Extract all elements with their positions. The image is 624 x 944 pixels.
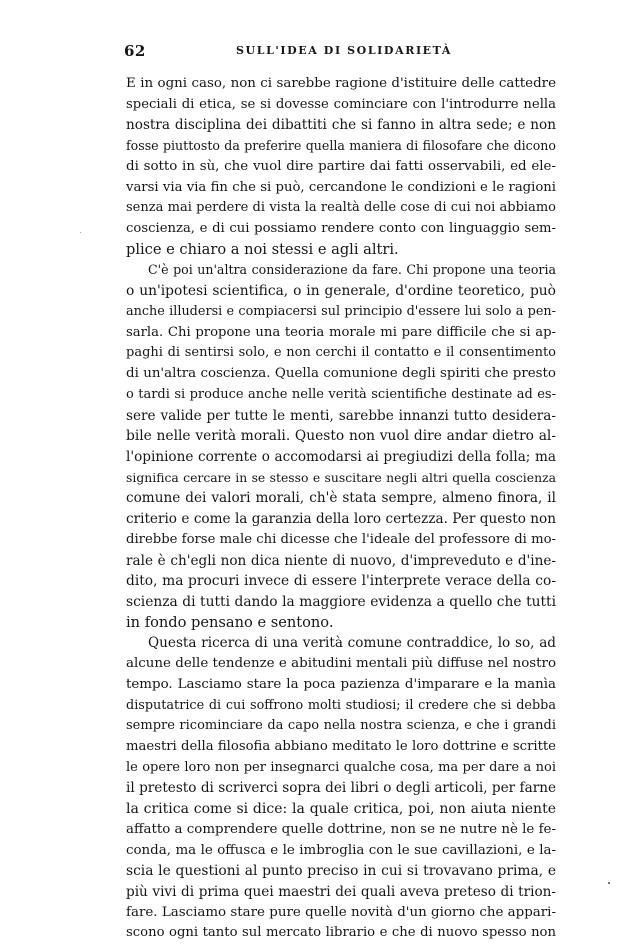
text-line: comune dei valori morali, ch'è stata sempre, almeno finora, il: [126, 490, 556, 507]
text-line: scono ogni tanto sul mercato librario e che di nuovo spesso non: [126, 925, 556, 941]
text-line: affatto a comprendere quelle dottrine, non se ne nutre nè le fe-: [126, 821, 556, 837]
text-line: bile nelle verità morali. Questo non vuol dire andar dietro al-: [126, 428, 556, 445]
text-line: dito, ma procuri invece di essere l'interprete verace della co-: [126, 573, 556, 590]
page-number: 62: [124, 42, 146, 60]
text-line: la critica come si dice: la quale critica, poi, non aiuta niente: [126, 801, 556, 818]
text-line: E in ogni caso, non ci sarebbe ragione d'istituire delle cattedre: [126, 76, 556, 91]
text-line: conda, ma le offusca e le imbroglia con le sue cavillazioni, e la-: [126, 842, 556, 858]
text-line: scienza di tutti dando la maggiore evidenza a quello che tutti: [126, 593, 556, 610]
page-header: [124, 42, 554, 62]
text-line: direbbe forse male chi dicesse che l'ideale del professore di mo-: [126, 531, 556, 547]
text-line: di un'altra coscienza. Quella comunione degli spiriti che presto: [126, 366, 556, 382]
text-line: o un'ipotesi scientifica, o in generale, d'ordine teoretico, può: [126, 283, 556, 300]
text-line: paghi di sentirsi solo, e non cerchi il contatto e il consentimento: [126, 345, 556, 361]
text-line: sere valide per tutte le menti, sarebbe innanzi tutto desidera-: [126, 407, 556, 424]
text-line: di sotto in sù, che vuol dire partire dai fatti osservabili, ed ele-: [126, 158, 556, 174]
running-title: SULL'IDEA DI SOLIDARIETÀ: [236, 44, 452, 57]
text-line: le opere loro non per insegnarci qualche cosa, ma per dare a noi: [126, 759, 556, 775]
text-line: sarla. Chi propone una teoria morale mi pare difficile che si ap-: [126, 324, 556, 340]
text-line: o tardi si produce anche nelle verità scientifiche destinate ad es-: [126, 386, 556, 402]
text-line: anche illudersi e compiacersi sul principio d'essere lui solo a pen-: [126, 303, 556, 319]
text-line: sempre ricominciare da capo nella nostra scienza, e che i grandi: [126, 718, 556, 734]
text-line: varsi via via fin che si può, cercandone le condizioni e le ragioni: [126, 179, 556, 195]
paragraph-first-line: C'è poi un'altra considerazione da fare. Chi propone una teoria: [148, 262, 556, 278]
text-line: senza mai perdere di vista la realtà delle cose di cui noi abbiamo: [126, 200, 556, 216]
text-line: più vivi di prima quei maestri dei quali aveva preteso di trion-: [126, 884, 556, 901]
text-line: nostra disciplina dei dibattiti che si fanno in altra sede; e non: [126, 117, 556, 134]
text-line: disputatrice di cui soffrono molti studiosi; il credere che si debba: [126, 697, 556, 713]
text-line: tempo. Lasciamo stare la poca pazienza d'imparare e la manìa: [126, 676, 556, 692]
text-line: plice e chiaro a noi stessi e agli altri.: [126, 240, 399, 258]
text-line: coscienza, e di cui possiamo rendere conto con linguaggio sem-: [126, 221, 556, 237]
text-line: significa cercare in se stesso e suscitare negli altri quella coscienza: [126, 469, 556, 485]
text-line: criterio e come la garanzia della loro certezza. Per questo non: [126, 511, 556, 528]
paragraph-first-line: Questa ricerca di una verità comune contraddice, lo so, ad: [148, 635, 556, 652]
text-line: il pretesto di scriverci sopra dei libri o degli articoli, per farne: [126, 780, 556, 797]
body-text: [126, 74, 556, 944]
text-line: fosse piuttosto da preferire quella maniera di filosofare che dicono: [126, 138, 556, 154]
text-line: scia le questioni al punto preciso in cui si trovavano prima, e: [126, 863, 556, 880]
text-line: rale è ch'egli non dica niente di nuovo, d'impreveduto e d'ine-: [126, 552, 556, 569]
text-line: in fondo pensano e sentono.: [126, 613, 334, 631]
text-line: maestri della filosofia abbiano meditato le loro dottrine e scritte: [126, 739, 556, 754]
scan-speck: [80, 232, 81, 233]
text-line: alcune delle tendenze e abitudini mentali più diffuse nel nostro: [126, 656, 556, 672]
text-line: fare. Lasciamo stare pure quelle novità d'un giorno che appari-: [126, 904, 556, 920]
scan-speck: [608, 882, 610, 884]
text-line: speciali di etica, se si dovesse cominciare con l'introdurre nella: [126, 96, 556, 112]
text-line: l'opinione corrente o accomodarsi ai pregiudizi della folla; ma: [126, 448, 556, 465]
